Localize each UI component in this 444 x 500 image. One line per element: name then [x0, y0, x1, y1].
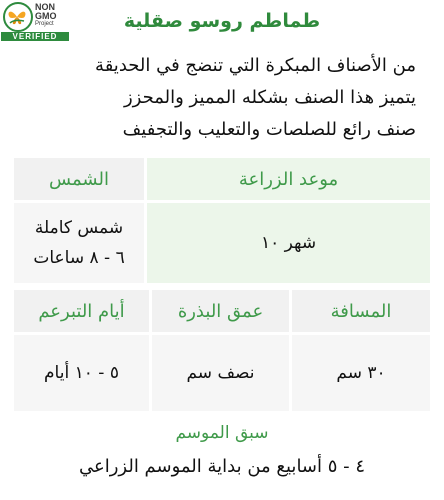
sun-value-line1: شمس كاملة [34, 218, 124, 238]
description-line: من الأصناف المبكرة التي تنضج في الحديقة [95, 55, 416, 76]
spacing-value: ٣٠ سم [292, 335, 430, 411]
badge-line2: GMO [35, 11, 57, 21]
germination-days-value: ٥ - ١٠ أيام [14, 335, 149, 411]
sun-value [14, 203, 144, 283]
description [16, 50, 416, 146]
seed-depth-header: عمق البذرة [152, 290, 289, 332]
season-head-start-label: سبق الموسم [175, 423, 269, 443]
sun-header: الشمس [14, 158, 144, 200]
page-title: طماطم روسو صقلية [123, 10, 321, 32]
description-line: صنف رائع للصلصات والتعليب والتجفيف [122, 119, 416, 140]
badge-line3: Project [35, 21, 54, 27]
badge-verified-label: VERIFIED [1, 32, 69, 41]
seed-depth-value: نصف سم [152, 335, 289, 411]
planting-time-value: شهر ١٠ [147, 203, 430, 283]
spacing-header: المسافة [292, 290, 430, 332]
description-line: يتميز هذا الصنف بشكله المميز والمحزز [123, 87, 416, 108]
season-head-start-value: ٤ - ٥ أسابيع من بداية الموسم الزراعي [78, 456, 366, 477]
germination-days-header: أيام التبرعم [14, 290, 149, 332]
sun-value-line2: ٦ - ٨ ساعات [33, 248, 125, 268]
planting-time-header: موعد الزراعة [147, 158, 430, 200]
badge-line1: NON [35, 2, 55, 12]
